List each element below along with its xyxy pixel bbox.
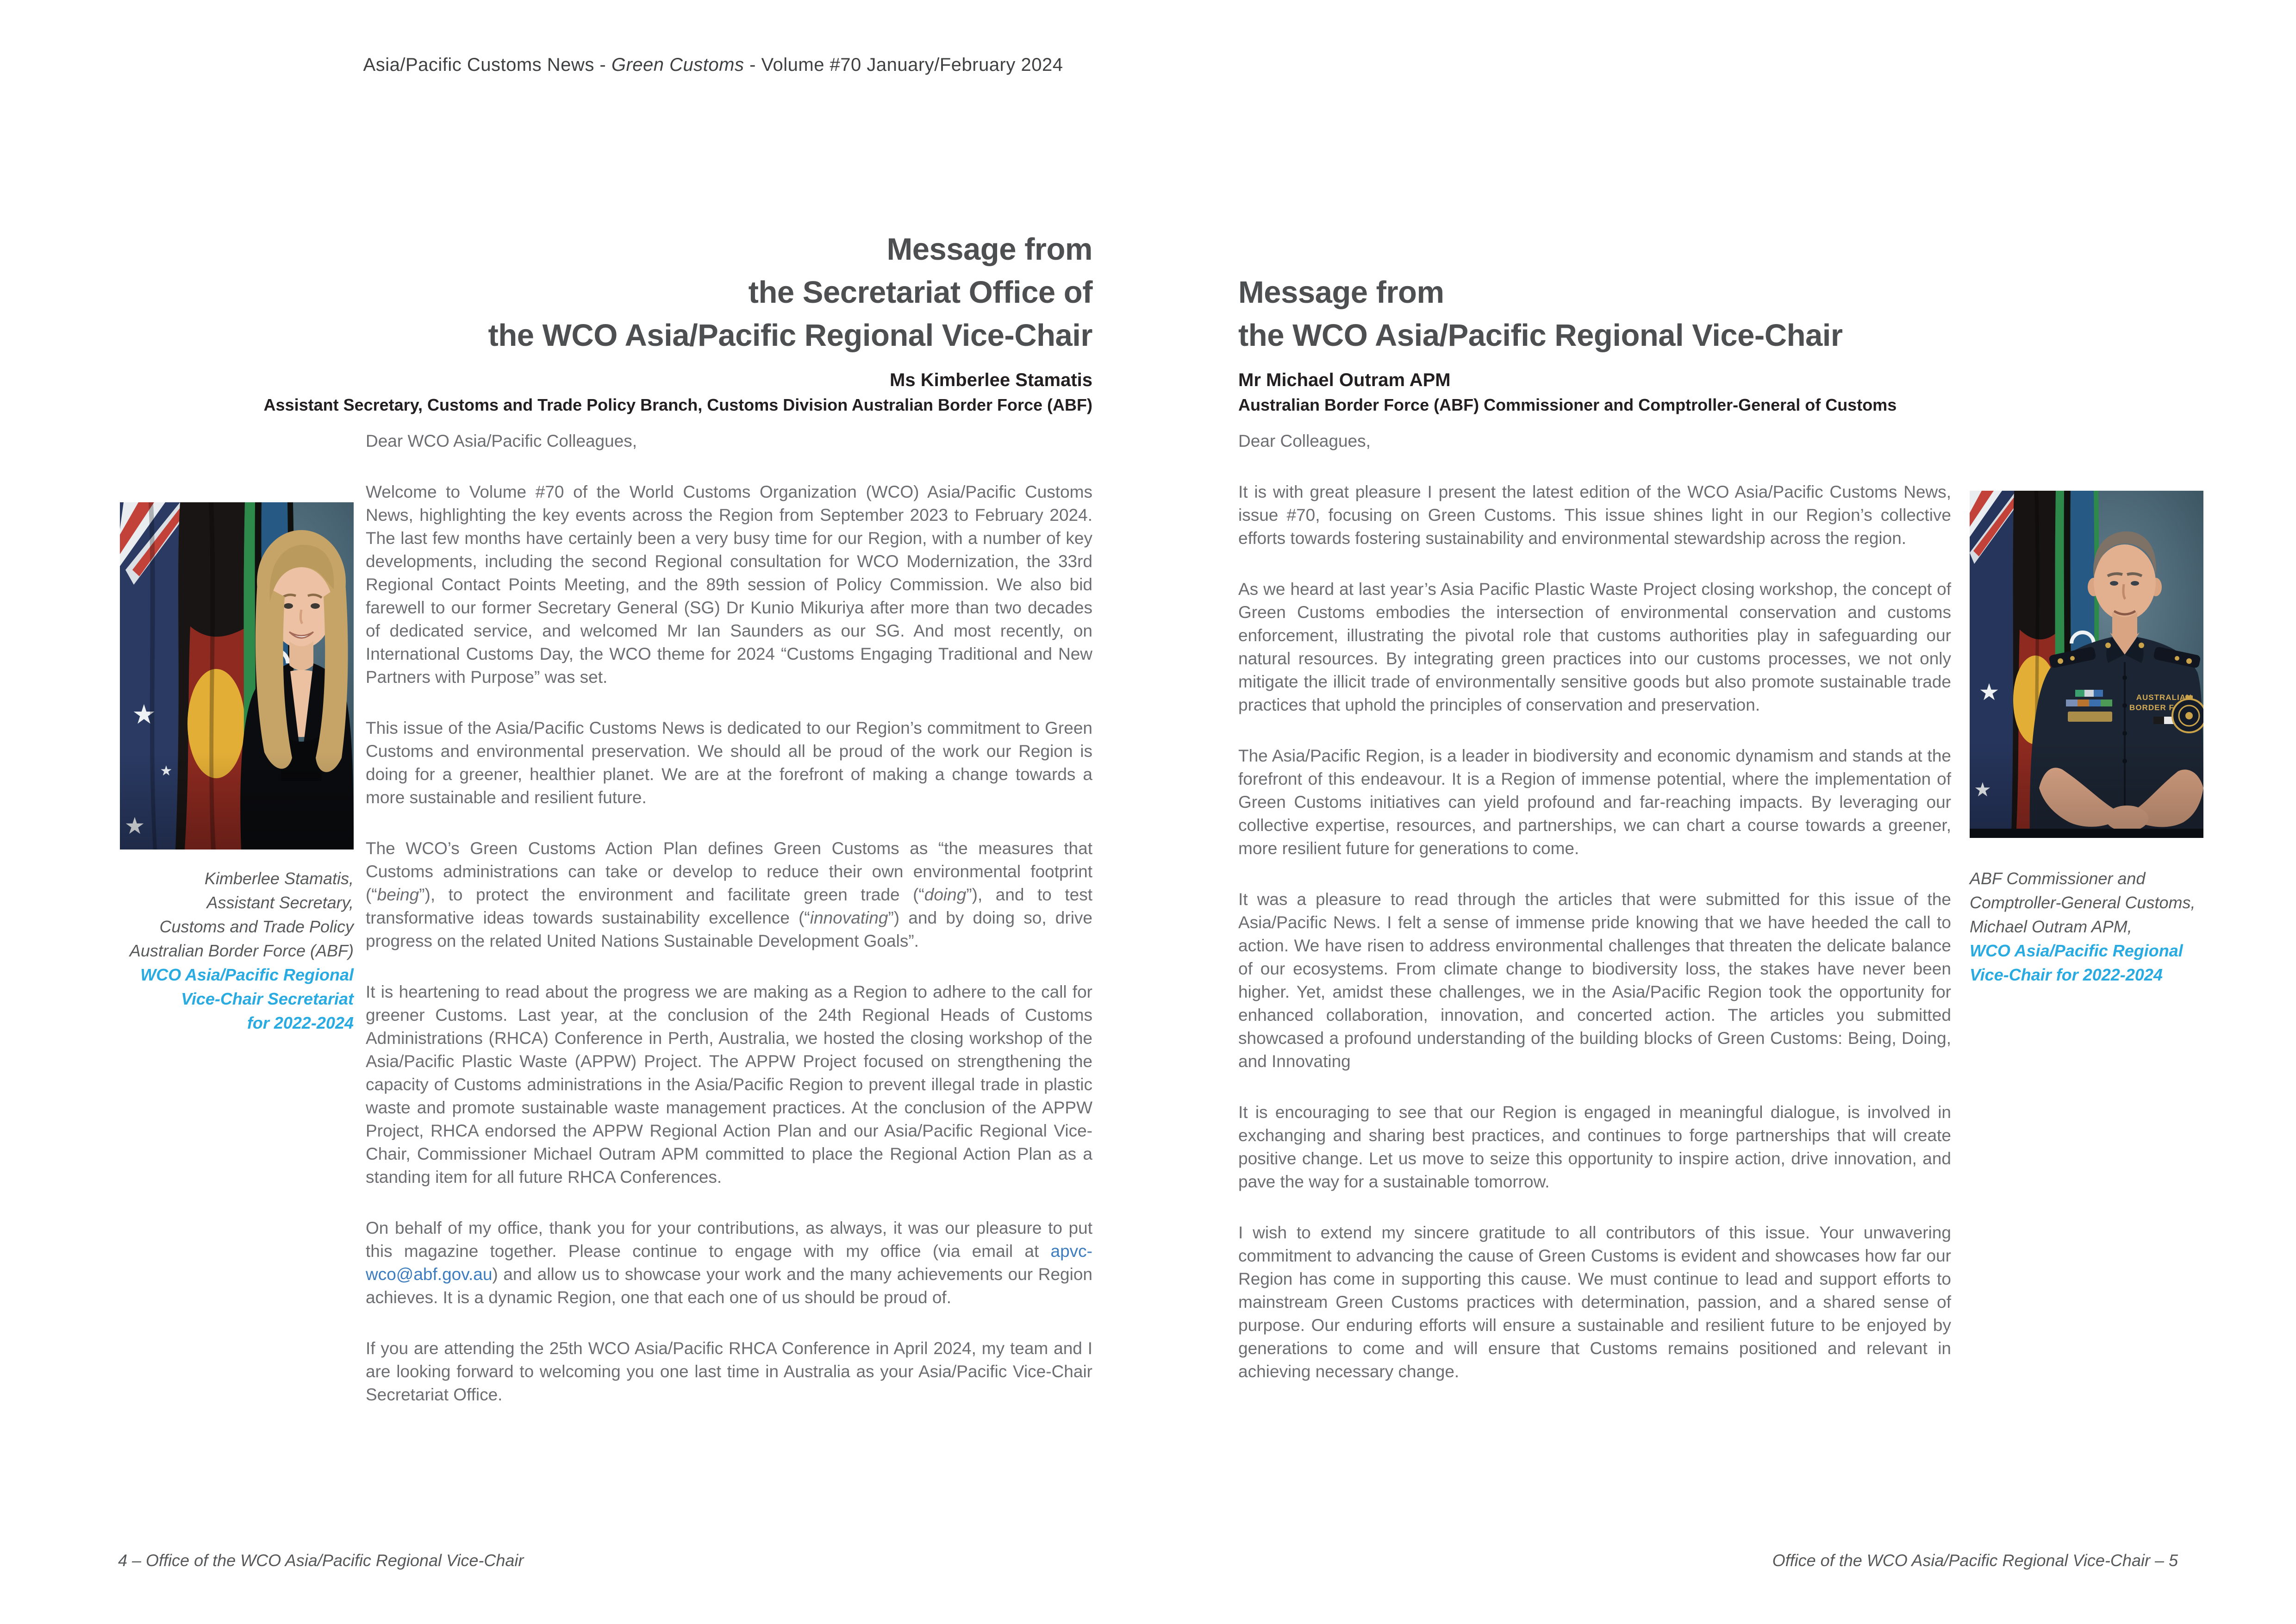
portrait-photo-michael-outram	[1970, 491, 2203, 838]
portrait-illustration	[120, 502, 354, 849]
caption-line: Michael Outram APM,	[1970, 917, 2132, 936]
paragraph: This issue of the Asia/Pacific Customs News is dedicated to our Region’s commitment to Green Customs and environmental preservation. We should all be proud of the work our Region is doing for a greener, healthier planet. We are at the forefront of making a change towards a more sustainable and resilient future.	[366, 718, 1092, 807]
caption-line: Comptroller-General Customs,	[1970, 893, 2196, 912]
left-photo-caption	[92, 867, 354, 1035]
header-title: Asia/Pacific Customs News - Green Customs - Volume #70 January/February 2024	[363, 55, 1063, 75]
paragraph: I wish to extend my sincere gratitude to all contributors of this issue. Your unwavering commitment to advancing the cause of Green Customs is evident and showcases how far our Region has come in supporting this cause. We must continue to lead and support efforts to mainstream Green Customs practices with determination, passion, and a shared sense of purpose. Our enduring efforts will ensure a sustainable and resilient future to be enjoyed by generations to come and will ensure that Customs remains positioned and relevant in achieving necessary change.	[1238, 1223, 1951, 1381]
right-author-role: Australian Border Force (ABF) Commissioner and Comptroller-General of Customs	[1238, 395, 1897, 414]
left-headline	[139, 228, 1092, 357]
headline-line: the WCO Asia/Pacific Regional Vice-Chair	[488, 318, 1092, 353]
caption-highlight-line: WCO Asia/Pacific Regional	[1970, 941, 2183, 960]
headline-line: the Secretariat Office of	[748, 275, 1092, 310]
left-author-name: Ms Kimberlee Stamatis	[890, 370, 1092, 390]
left-author-role: Assistant Secretary, Customs and Trade Policy Branch, Customs Division Australian Border Force (ABF)	[263, 395, 1092, 414]
left-page-footer: 4 – Office of the WCO Asia/Pacific Regional Vice-Chair	[118, 1551, 524, 1570]
headline-line: Message from	[1238, 275, 1444, 310]
paragraph: It was a pleasure to read through the articles that were submitted for this issue of the Asia/Pacific News. I felt a sense of immense pride knowing that we have heeded the call to action. We have risen to address environmental challenges that threaten the delicate balance of our ecosystems. From climate change to biodiversity loss, the stakes have never been higher. Yet, amidst these challenges, we in the Asia/Pacific Region took the opportunity for enhanced collaboration, innovation, and concerted action. The articles you submitted showcased a profound understanding of the building blocks of Green Customs: Being, Doing, and Innovating	[1238, 890, 1951, 1071]
caption-line: Australian Border Force (ABF)	[129, 941, 354, 960]
photo-vignette	[120, 502, 354, 849]
headline-line: the WCO Asia/Pacific Regional Vice-Chair	[1238, 318, 1843, 353]
paragraph: It is with great pleasure I present the latest edition of the WCO Asia/Pacific Customs News, issue #70, focusing on Green Customs. This issue shines light in our Region’s collective efforts towards fostering sustainability and environmental stewardship across the region.	[1238, 482, 1951, 548]
photo-vignette	[1970, 491, 2203, 838]
magazine-header	[339, 55, 1087, 75]
paragraph: The WCO’s Green Customs Action Plan defines Green Customs as “the measures that Customs administrations can take or develop to reduce their own environmental footprint (“being”), to protect the environment and facilitate green trade (“doing”), and to test transformative ideas towards sustainability excellence (“innovating”) and by doing so, drive progress on the related United Nations Sustainable Development Goals”.	[366, 839, 1092, 950]
portrait-photo-kimberlee-stamatis	[120, 502, 354, 849]
paragraph: The Asia/Pacific Region, is a leader in biodiversity and economic dynamism and stands at the forefront of this endeavour. It is a Region of immense potential, where the implementation of Green Customs initiatives can yield profound and far-reaching impacts. By leveraging our collective expertise, resources, and partnerships, we can chart a course towards a greener, more resilient future for generations to come.	[1238, 746, 1951, 858]
paragraph: On behalf of my office, thank you for your contributions, as always, it was our pleasure to put this magazine together. Please continue to engage with my office (via email at apvc-wco@abf.gov.au) and allow us to showcase your work and the many achievements our Region achieves. It is a dynamic Region, one that each one of us should be proud of.	[366, 1218, 1092, 1307]
caption-line: Customs and Trade Policy	[159, 917, 354, 936]
caption-line: ABF Commissioner and	[1970, 869, 2146, 888]
right-headline	[1238, 271, 2007, 357]
portrait-illustration	[1970, 491, 2203, 838]
right-author-name: Mr Michael Outram APM	[1238, 370, 1451, 390]
caption-highlight-line: Vice-Chair for 2022-2024	[1970, 965, 2163, 984]
caption-highlight-line: WCO Asia/Pacific Regional	[140, 965, 354, 984]
paragraph: As we heard at last year’s Asia Pacific Plastic Waste Project closing workshop, the concept of Green Customs embodies the intersection of environmental conservation and customs enforcement, illustrating the pivotal role that customs authorities play in safeguarding our natural resources. By integrating green practices into our customs processes, we not only mitigate the illicit trade of environmentally sensitive goods but also promote sustainable trade practices that uphold the principles of conservation and preservation.	[1238, 580, 1951, 714]
right-body-text	[1238, 430, 1951, 1411]
email-link[interactable]: apvc-wco@abf.gov.au	[366, 1242, 1092, 1284]
salutation: Dear WCO Asia/Pacific Colleagues,	[366, 431, 637, 450]
right-photo-caption	[1970, 867, 2257, 987]
paragraph: It is heartening to read about the progress we are making as a Region to adhere to the call for greener Customs. Last year, at the conclusion of the 24th Regional Heads of Customs Administrations (RHCA) Conference in Perth, Australia, we hosted the closing workshop of the Asia/Pacific Plastic Waste (APPW) Project. The APPW Project focused on strengthening the capacity of Customs administrations in the Asia/Pacific Region to prevent illegal trade in plastic waste and promote sustainable waste management practices. At the conclusion of the APPW Project, RHCA endorsed the APPW Regional Action Plan and our Asia/Pacific Regional Vice-Chair, Commissioner Michael Outram APM committed to place the Regional Action Plan as a standing item for all future RHCA Conferences.	[366, 982, 1092, 1187]
caption-line: Assistant Secretary,	[206, 893, 354, 912]
caption-highlight-line: for 2022-2024	[247, 1013, 354, 1032]
caption-highlight-line: Vice-Chair Secretariat	[181, 989, 354, 1008]
right-page-footer: Office of the WCO Asia/Pacific Regional Vice-Chair – 5	[1772, 1551, 2178, 1570]
left-body-text	[366, 430, 1092, 1434]
paragraph: If you are attending the 25th WCO Asia/Pacific RHCA Conference in April 2024, my team and I are looking forward to welcoming you one last time in Australia as your Asia/Pacific Vice-Chair Secretariat Office.	[366, 1339, 1092, 1404]
paragraph: It is encouraging to see that our Region is engaged in meaningful dialogue, is involved in exchanging and sharing best practices, and continues to forge partnerships that will create positive change. Let us move to seize this opportunity to inspire action, drive innovation, and pave the way for a sustainable tomorrow.	[1238, 1103, 1951, 1191]
paragraph: Welcome to Volume #70 of the World Customs Organization (WCO) Asia/Pacific Customs News, highlighting the key events across the Region from September 2023 to February 2024. The last few months have certainly been a very busy time for our Region, with a number of key developments, including the second Regional consultation for WCO Modernization, the 33rd Regional Contact Points Meeting, and the 89th session of Policy Commission. We also bid farewell to our former Secretary General (SG) Dr Kunio Mikuriya after more than two decades of dedicated service, and welcomed Mr Ian Saunders as our SG. And most recently, on International Customs Day, the WCO theme for 2024 “Customs Engaging Traditional and New Partners with Purpose” was set.	[366, 482, 1092, 687]
right-title-block	[1238, 271, 2007, 415]
caption-line: Kimberlee Stamatis,	[204, 869, 354, 888]
left-title-block	[139, 228, 1092, 415]
headline-line: Message from	[886, 232, 1092, 267]
salutation: Dear Colleagues,	[1238, 431, 1371, 450]
